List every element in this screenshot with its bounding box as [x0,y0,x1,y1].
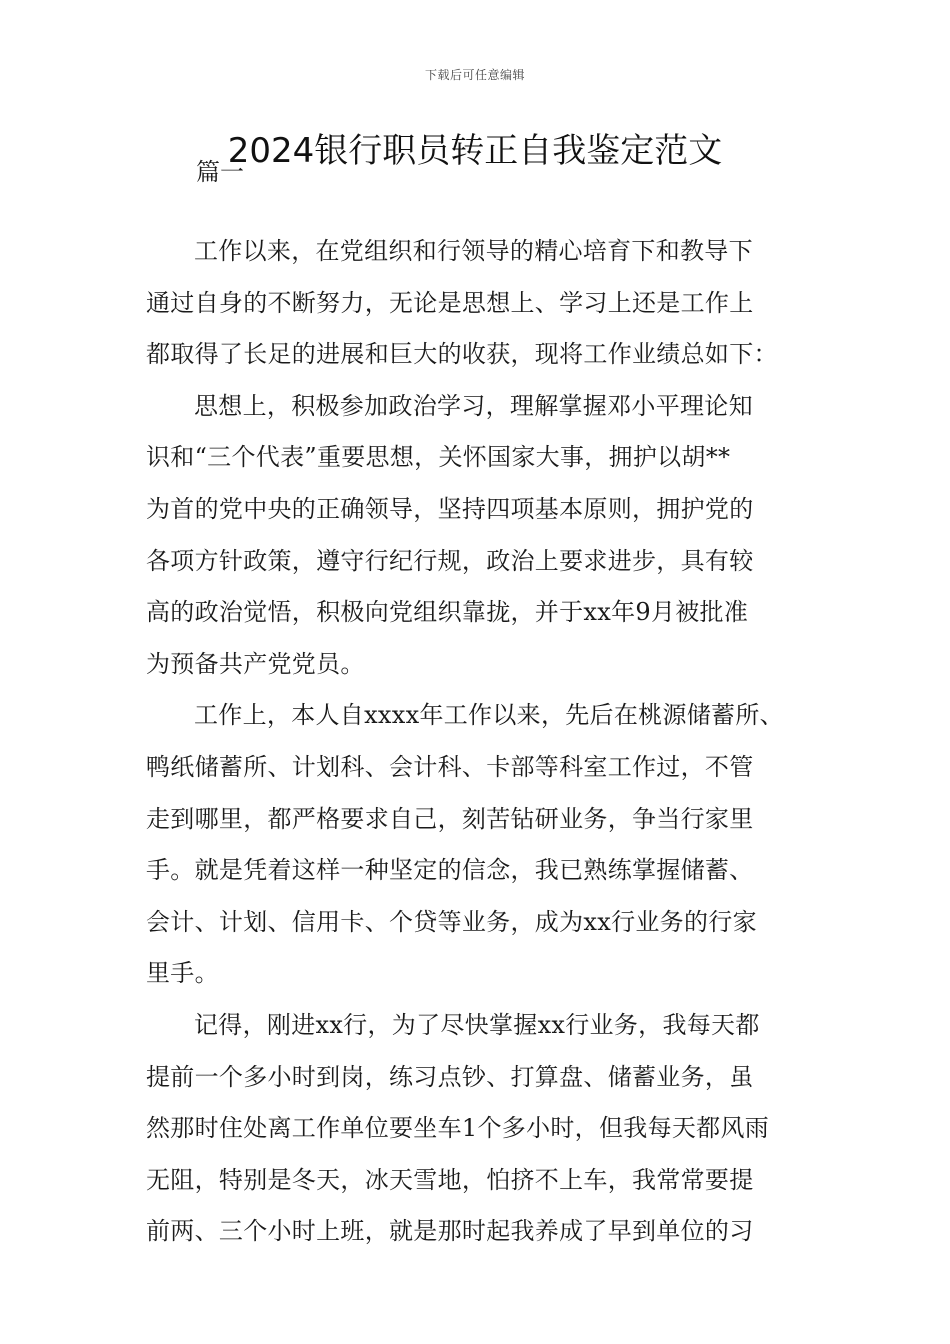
text-line: 都取得了长足的进展和巨大的收获，现将工作业绩总如下： [146,340,778,369]
paragraph-work [146,690,816,1000]
text-line: 会计、计划、信用卡、个贷等业务，成为xx行业务的行家 [146,907,757,936]
text-line: 为首的党中央的正确领导，坚持四项基本原则，拥护党的 [146,494,754,523]
text-line: 鸭纸储蓄所、计划科、会计科、卡部等科室工作过，不管 [146,752,754,781]
section-label: 篇一 [196,158,244,186]
text-line: 工作以来，在党组织和行领导的精心培育下和教导下 [194,237,753,265]
header-note: 下载后可任意编辑 [424,68,525,82]
text-line: 工作上，本人自xxxx年工作以来，先后在桃源储蓄所、 [194,701,784,730]
text-line: 手。就是凭着这样一种坚定的信念，我已熟练掌握储蓄、 [146,856,754,885]
text-line: 走到哪里，都严格要求自己，刻苦钻研业务，争当行家里 [146,804,754,833]
text-line: 记得，刚进xx行，为了尽快掌握xx行业务，我每天都 [194,1010,760,1039]
text-line: 为预备共产党党员。 [146,649,365,678]
text-line: 高的政治觉悟，积极向党组织靠拢，并于xx年9月被批准 [146,598,749,627]
text-line: 无阻，特别是冬天，冰天雪地，怕挤不上车，我常常要提 [146,1165,754,1194]
text-line: 通过自身的不断努力，无论是思想上、学习上还是工作上 [146,288,754,317]
paragraph-memory [146,1000,816,1258]
paragraph-intro [146,226,816,381]
text-line: 提前一个多小时到岗，练习点钞、打算盘、储蓄业务，虽 [146,1062,754,1091]
paragraph-ideology [146,381,816,691]
text-line: 识和“三个代表”重要思想，关怀国家大事，拥护以胡** [146,443,731,472]
text-line: 里手。 [146,959,219,988]
text-line: 然那时住处离工作单位要坐车1个多小时，但我每天都风雨 [146,1114,770,1143]
text-line: 思想上，积极参加政治学习，理解掌握邓小平理论知 [194,391,753,420]
text-line: 前两、三个小时上班，就是那时起我养成了早到单位的习 [146,1217,754,1246]
text-line: 各项方针政策，遵守行纪行规，政治上要求进步，具有较 [146,546,754,575]
document-body [146,226,816,1258]
document-title: 2024银行职员转正自我鉴定范文 [227,131,723,171]
